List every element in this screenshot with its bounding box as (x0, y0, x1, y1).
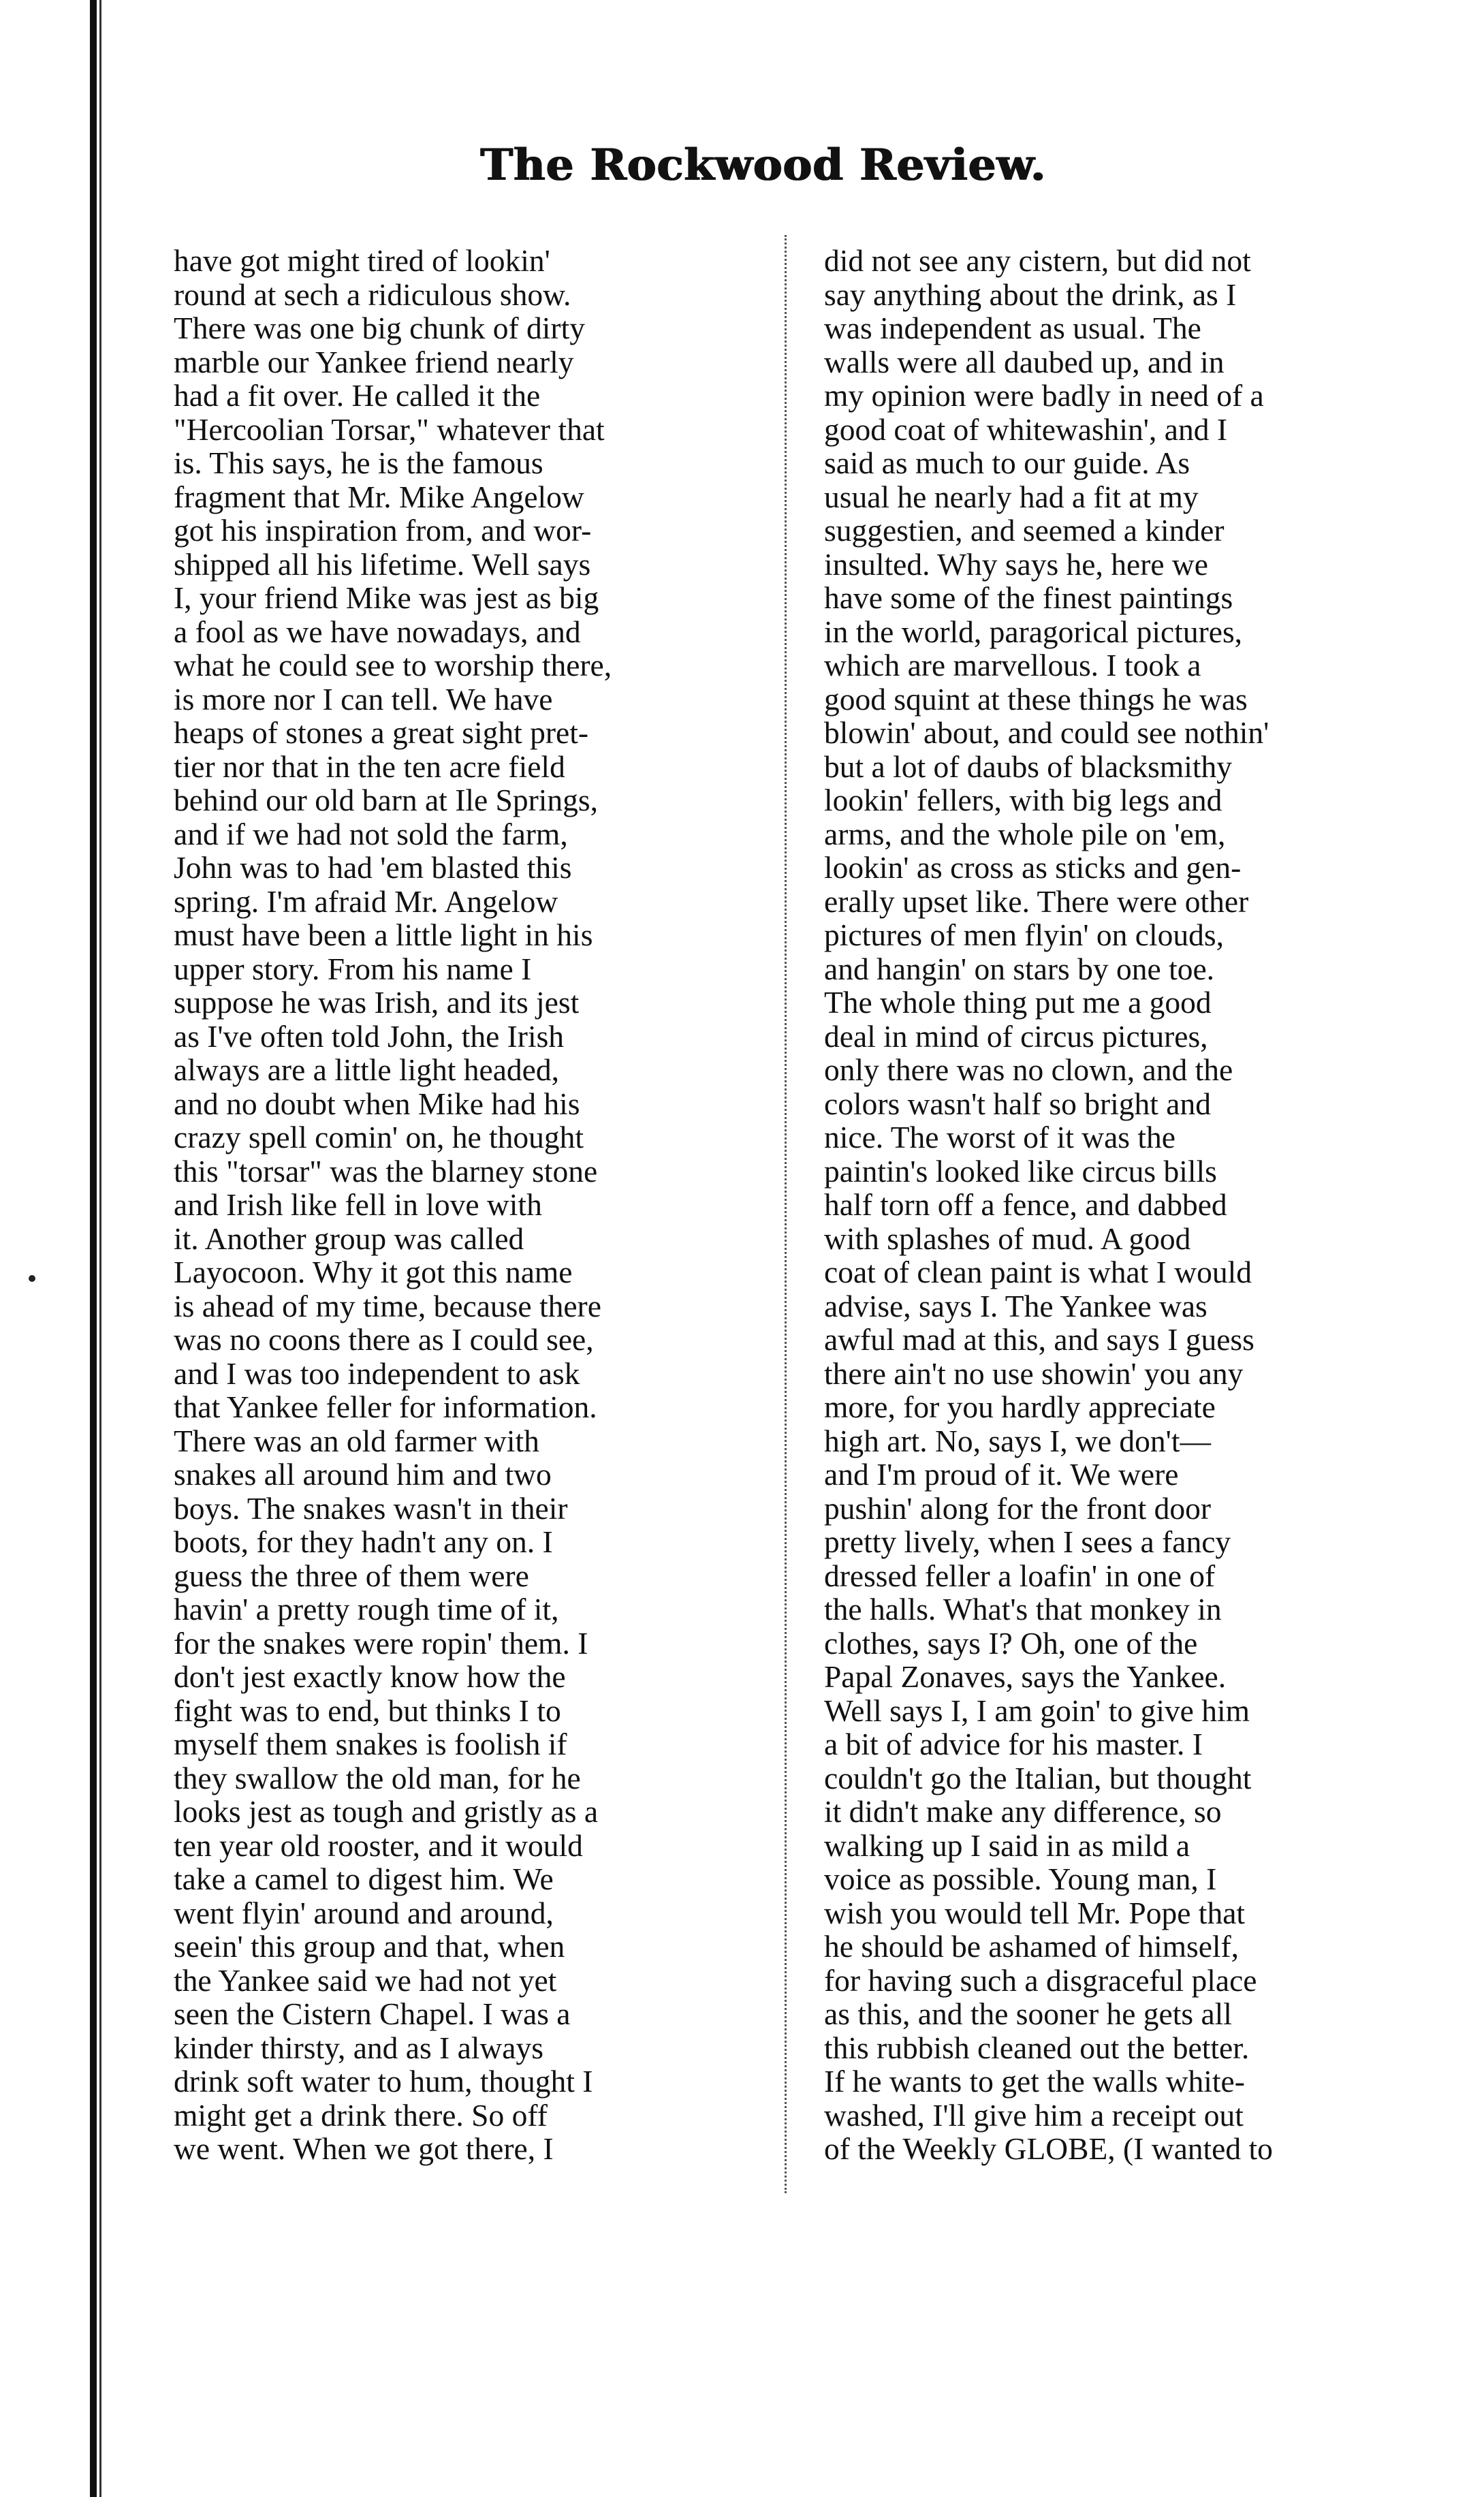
article-column-right: did not see any cistern, but did not say anything about the drink, as I was independent as usual. The walls were all daubed up, and in my opinion were badly in need of a good coat of whitewashin', and I said as much to our guide. As usual he nearly had a fit at my suggestien, and seemed a kinder insulted. Why says he, here we have some of the finest paintings in the world, paragorical pictures, which are marvellous. I took a good squint at these things he was blowin' about, and could see nothin' but a lot of daubs of blacksmithy lookin' fellers, with big legs and arms, and the whole pile on 'em, lookin' as cross as sticks and gen- erally upset like. There were other pictures of men flyin' on clouds, and hangin' on stars by one toe. The whole thing put me a good deal in mind of circus pictures, only there was no clown, and the colors wasn't half so bright and nice. The worst of it was the paintin's looked like circus bills half torn off a fence, and dabbed with splashes of mud. A good coat of clean paint is what I would advise, says I. The Yankee was awful mad at this, and says I guess there ain't no use showin' you any more, for you hardly appreciate high art. No, says I, we don't— and I'm proud of it. We were pushin' along for the front door pretty lively, when I sees a fancy dressed feller a loafin' in one of the halls. What's that monkey in clothes, says I? Oh, one of the Papal Zonaves, says the Yankee. Well says I, I am goin' to give him a bit of advice for his master. I couldn't go the Italian, but thought it didn't make any difference, so walking up I said in as mild a voice as possible. Young man, I wish you would tell Mr. Pope that he should be ashamed of himself, for having such a disgraceful place as this, and the sooner he gets all this rubbish cleaned out the better. If he wants to get the walls white- washed, I'll give him a receipt out of the Weekly GLOBE, (I wanted to (824, 243, 1273, 2166)
margin-mark (29, 1275, 35, 1282)
column-divider (785, 235, 787, 2193)
article-column-left: have got might tired of lookin' round at sech a ridiculous show. There was one big chunk of dirty marble our Yankee friend nearly had a fit over. He called it the "Hercoolian Torsar," whatever that is. This says, he is the famous fragment that Mr. Mike Angelow got his inspiration from, and wor- shipped all his lifetime. Well says I, your friend Mike was jest as big a fool as we have nowadays, and what he could see to worship there, is more nor I can tell. We have heaps of stones a great sight pret- tier nor that in the ten acre field behind our old barn at Ile Springs, and if we had not sold the farm, John was to had 'em blasted this spring. I'm afraid Mr. Angelow must have been a little light in his upper story. From his name I suppose he was Irish, and its jest as I've often told John, the Irish always are a little light headed, and no doubt when Mike had his crazy spell comin' on, he thought this "torsar" was the blarney stone and Irish like fell in love with it. Another group was called Layocoon. Why it got this name is ahead of my time, because there was no coons there as I could see, and I was too independent to ask that Yankee feller for information. There was an old farmer with snakes all around him and two boys. The snakes wasn't in their boots, for they hadn't any on. I guess the three of them were havin' a pretty rough time of it, for the snakes were ropin' them. I don't jest exactly know how the fight was to end, but thinks I to myself them snakes is foolish if they swallow the old man, for he looks jest as tough and gristly as a ten year old rooster, and it would take a camel to digest him. We went flyin' around and around, seein' this group and that, when the Yankee said we had not yet seen the Cistern Chapel. I was a kinder thirsty, and as I always drink soft water to hum, thought I might get a drink there. So off we went. When we got there, I (174, 243, 612, 2166)
page-edge-rule (90, 0, 97, 2497)
masthead-title: The Rockwood Review. (479, 140, 1046, 191)
